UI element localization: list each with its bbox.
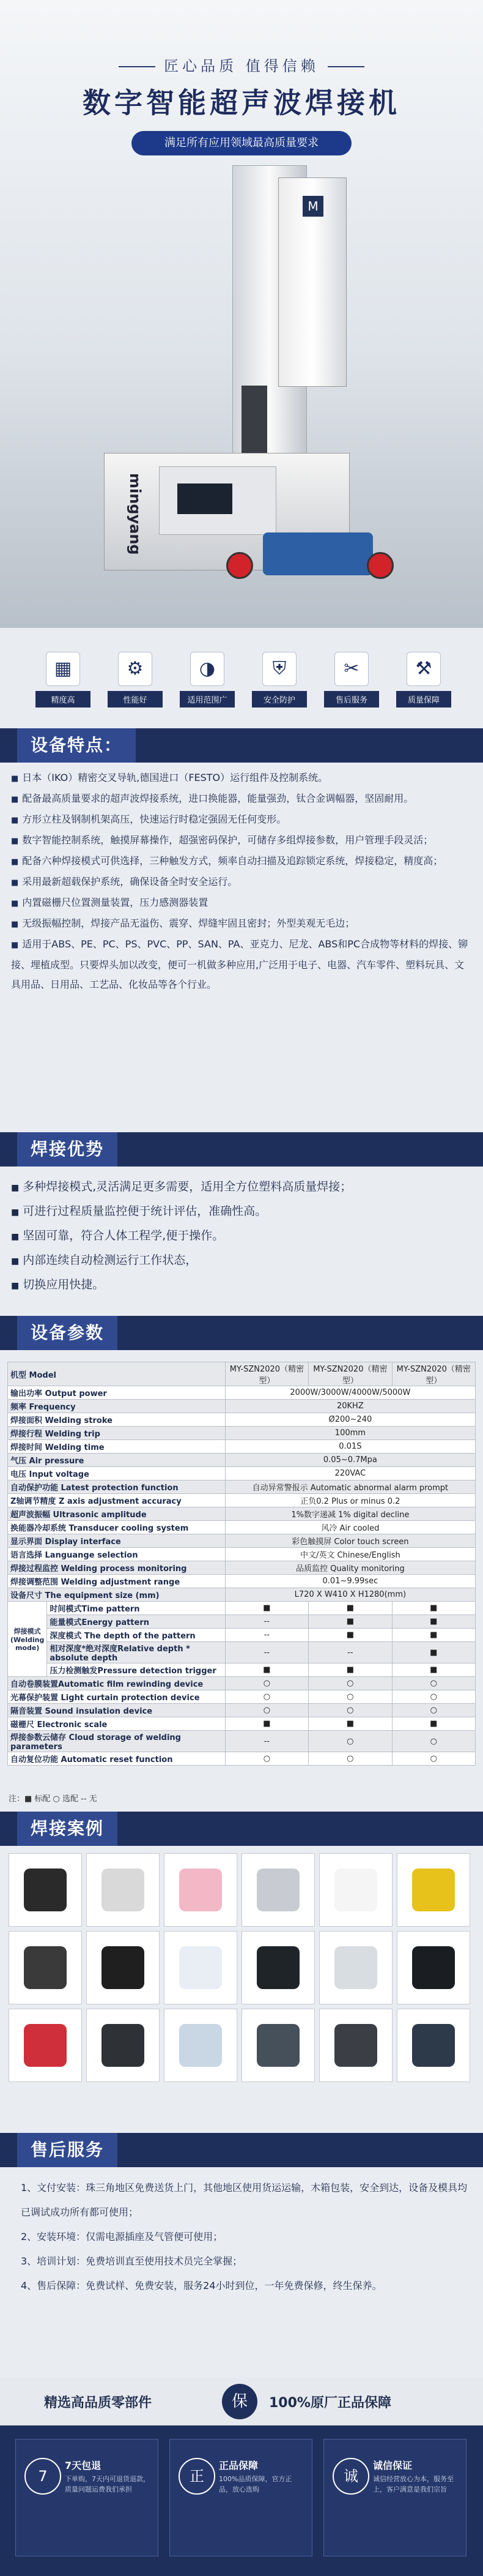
service-item: 4、售后保障：免费试样、免费安装，服务24小时到位，一年免费保修，终生保养。 — [21, 2280, 382, 2291]
case-image — [397, 1931, 470, 2004]
option-label: 自动卷膜装置Automatic film rewinding device — [8, 1677, 226, 1690]
service-list — [21, 2176, 473, 2298]
icon-label: 性能好 — [108, 691, 163, 707]
feature-item: ■ 内置磁栅尺位置测量装置，压力感测器装置 — [11, 893, 472, 914]
icon-label: 精度高 — [35, 691, 90, 707]
icon-label: 安全防护 — [252, 691, 307, 707]
param-label: 输出功率 Output power — [8, 1386, 226, 1400]
case-image — [164, 2009, 237, 2082]
guarantee-icon: 正 — [179, 2458, 215, 2495]
service-item: 2、安装环境：仅需电源插座及气管便可使用； — [21, 2231, 223, 2242]
param-value: 中文/英文 Chinese/English — [225, 1548, 475, 1561]
param-value: 正负0.2 Plus or minus 0.2 — [225, 1494, 475, 1507]
param-value: 20KHZ — [225, 1400, 475, 1413]
case-image — [9, 1853, 82, 1927]
advantage-item: ■ 可进行过程质量监控便于统计评估，准确性高。 — [11, 1200, 472, 1224]
param-label: 焊接时间 Welding time — [8, 1440, 226, 1454]
option-label: 光幕保护装置 Light curtain protection device — [8, 1690, 226, 1704]
table-row — [8, 1494, 476, 1507]
feature-item: ■ 适用于ABS、PE、PC、PS、PVC、PP、SAN、PA、亚克力、尼龙、ABS和PC合成物等材料的焊接、铆接、埋植成型。只要焊头加以改变，便可一机做多种应用,广泛用于电子、电器、汽车零件、塑料玩具、文具用品、日用品、工艺品、化妆品等各个行业。 — [11, 935, 472, 995]
icon-label: 售后服务 — [324, 691, 379, 707]
guarantee-card — [169, 2439, 312, 2556]
table-row — [8, 1548, 476, 1561]
advantages-title: 焊接优势 — [17, 1132, 117, 1167]
table-row — [8, 1521, 476, 1534]
product-sample — [257, 2024, 300, 2067]
case-image — [319, 1931, 393, 2004]
feature-icon: ✂ — [334, 652, 369, 686]
params-legend: 注：■ 标配 ○ 选配 -- 无 — [9, 1794, 97, 1804]
feature-icon: ▦ — [46, 652, 80, 686]
params-header — [0, 1316, 483, 1350]
hero-subtitle: 满足所有应用领域最高质量要求 — [131, 131, 352, 155]
option-mark: ○ — [309, 1704, 392, 1717]
hero-slogan: 匠心品质 值得信赖 — [0, 54, 483, 75]
feature-item: ■ 配备最高质量要求的超声波焊接系统，进口换能器，能量强劲，钛合金调幅器，坚固耐用。 — [11, 789, 472, 810]
param-value: 0.01S — [225, 1440, 475, 1454]
table-row — [8, 1642, 476, 1663]
guarantee-title: 7天包退 — [65, 2460, 101, 2471]
param-label: 设备尺寸 The equipment size (mm) — [8, 1588, 226, 1602]
table-row — [8, 1440, 476, 1454]
brand-logo-icon: M — [303, 196, 323, 217]
feature-item: ■ 无级振幅控制，焊接产品无溢伤、震穿、焊缝牢固且密封；外型美观无毛边； — [11, 914, 472, 935]
guarantee-desc: 100%品质保障，官方正品，放心选购 — [219, 2475, 292, 2493]
features-header — [0, 728, 483, 763]
param-value: Ø200~240 — [225, 1413, 475, 1427]
feature-item: ■ 方形立柱及钢制机架高压，快速运行时稳定强固无任何变形。 — [11, 810, 472, 831]
table-header-cell: MY-SZN2020（精密型） — [392, 1362, 475, 1386]
param-label: 超声波振幅 Ultrasonic amplitude — [8, 1507, 226, 1521]
product-sample — [179, 2024, 222, 2067]
feature-item: ■ 配备六种焊接模式可供选择，三种触发方式，频率自动扫描及追踪锁定系统，焊接稳定，精度高； — [11, 851, 472, 872]
option-mark: ○ — [309, 1752, 392, 1766]
option-mark: ○ — [225, 1690, 308, 1704]
product-sample — [101, 1946, 144, 1989]
mode-label: 能量模式Energy pattern — [47, 1615, 225, 1629]
table-row — [8, 1561, 476, 1575]
param-value: 自动异常警报示 Automatic abnormal alarm prompt — [225, 1480, 475, 1494]
mode-mark: -- — [309, 1642, 392, 1663]
option-mark: ○ — [392, 1677, 475, 1690]
mode-mark: ■ — [392, 1642, 475, 1663]
case-image — [242, 1931, 315, 2004]
start-button-right-icon — [367, 552, 394, 579]
product-sample — [101, 2024, 144, 2067]
table-header-cell: 机型 Model — [8, 1362, 226, 1386]
table-row — [8, 1690, 476, 1704]
option-mark: -- — [225, 1731, 308, 1752]
advantage-item: ■ 切换应用快捷。 — [11, 1273, 472, 1297]
param-label: Z轴调节精度 Z axis adjustment accuracy — [8, 1494, 226, 1507]
case-image — [319, 2009, 393, 2082]
option-mark: ■ — [392, 1717, 475, 1731]
table-row — [8, 1588, 476, 1602]
param-label: 焊接行程 Welding trip — [8, 1427, 226, 1440]
guarantee-desc: 诚信经营放心为本，服务至上，客户满意是我们宗旨 — [373, 2475, 454, 2493]
footer-banner — [0, 2378, 483, 2425]
params-title: 设备参数 — [17, 1316, 117, 1350]
param-label: 自动保护功能 Latest protection function — [8, 1480, 226, 1494]
footer — [0, 2378, 483, 2576]
shield-icon: 保 — [222, 2384, 257, 2419]
table-row — [8, 1413, 476, 1427]
param-value: 220VAC — [225, 1467, 475, 1480]
icon-item — [35, 652, 90, 707]
param-value: 0.05~0.7Mpa — [225, 1454, 475, 1467]
icon-item — [108, 652, 163, 707]
param-value: 品质监控 Quality monitoring — [225, 1561, 475, 1575]
mode-label: 深度模式 The depth of the pattern — [47, 1629, 225, 1642]
mode-label: 压力检测触发Pressure detection trigger — [47, 1663, 225, 1677]
table-row — [8, 1480, 476, 1494]
param-label: 电压 Input voltage — [8, 1467, 226, 1480]
table-header-cell: MY-SZN2020（精密型） — [309, 1362, 392, 1386]
mode-mark: ■ — [309, 1615, 392, 1629]
table-header-row — [8, 1362, 476, 1386]
feature-item: ■ 日本（IKO）精密交叉导轨,德国进口（FESTO）运行组件及控制系统。 — [11, 768, 472, 789]
guarantee-title: 诚信保证 — [373, 2460, 413, 2471]
mode-mark: ■ — [309, 1663, 392, 1677]
product-sample — [334, 1869, 377, 1911]
param-label: 焊接过程监控 Welding process monitoring — [8, 1561, 226, 1575]
feature-icon: ⛨ — [262, 652, 297, 686]
product-sample — [24, 1946, 67, 1989]
param-value: 风冷 Air cooled — [225, 1521, 475, 1534]
case-image — [9, 1931, 82, 2004]
product-sample — [412, 1946, 455, 1989]
param-value: 1%数字递减 1% digital decline — [225, 1507, 475, 1521]
option-mark: ○ — [392, 1690, 475, 1704]
table-row — [8, 1386, 476, 1400]
feature-item: ■ 数字智能控制系统，触摸屏幕操作，超强密码保护，可储存多组焊接参数，用户管理手段灵活； — [11, 831, 472, 851]
service-item: 1、文付安装：珠三角地区免费送货上门，其他地区使用货运运输，木箱包装，安全到达，设备及模具均已调试成功所有都可使用； — [21, 2182, 468, 2218]
case-image — [164, 1853, 237, 1927]
mode-group-label: 焊接模式 (Welding mode) — [8, 1602, 47, 1677]
param-label: 换能器冷却系统 Transducer cooling system — [8, 1521, 226, 1534]
footer-left-text: 精选高品质零部件 — [44, 2395, 152, 2411]
table-row — [8, 1704, 476, 1717]
option-mark: ○ — [392, 1704, 475, 1717]
param-value: 100mm — [225, 1427, 475, 1440]
mode-mark: -- — [225, 1615, 308, 1629]
case-image — [86, 1931, 160, 2004]
table-row — [8, 1467, 476, 1480]
case-image — [9, 2009, 82, 2082]
table-row — [8, 1602, 476, 1615]
feature-icon: ⚙ — [118, 652, 152, 686]
table-row — [8, 1454, 476, 1467]
mode-label: 时间模式Time pattern — [47, 1602, 225, 1615]
machine-brand-label: mingyang — [127, 473, 144, 555]
product-sample — [24, 1869, 67, 1911]
option-mark: ○ — [225, 1704, 308, 1717]
mode-label: 相对深度*绝对深度Relative depth * absolute depth — [47, 1642, 225, 1663]
guarantee-icon: 7 — [24, 2458, 61, 2495]
option-mark: ○ — [392, 1752, 475, 1766]
advantage-item: ■ 坚固可靠，符合人体工程学,便于操作。 — [11, 1224, 472, 1249]
case-image — [242, 1853, 315, 1927]
welding-jig — [263, 532, 373, 575]
case-image — [86, 1853, 160, 1927]
product-sample — [179, 1946, 222, 1989]
mode-mark: ■ — [392, 1663, 475, 1677]
table-row — [8, 1677, 476, 1690]
guarantee-desc: 下单购，7天内可退货退款，质量问题运费我们承担 — [65, 2475, 150, 2493]
mode-mark: ■ — [309, 1602, 392, 1615]
hero-banner — [0, 0, 483, 705]
param-label: 频率 Frequency — [8, 1400, 226, 1413]
param-value: 2000W/3000W/4000W/5000W — [225, 1386, 475, 1400]
footer-right-text: 100%原厂正品保障 — [269, 2395, 391, 2411]
table-row — [8, 1400, 476, 1413]
advantage-item: ■ 内部连续自动检测运行工作状态， — [11, 1249, 472, 1273]
product-sample — [334, 2024, 377, 2067]
params-table — [7, 1362, 476, 1766]
product-sample — [334, 1946, 377, 1989]
option-label: 磁栅尺 Electronic scale — [8, 1717, 226, 1731]
mode-mark: ■ — [392, 1615, 475, 1629]
advantages-header — [0, 1132, 483, 1167]
service-header — [0, 2133, 483, 2167]
mode-mark: ■ — [392, 1629, 475, 1642]
table-header-cell: MY-SZN2020（精密型） — [225, 1362, 308, 1386]
option-mark: ○ — [309, 1690, 392, 1704]
param-value: 0.01~9.99sec — [225, 1575, 475, 1588]
option-mark: ○ — [309, 1677, 392, 1690]
mode-mark: ■ — [309, 1629, 392, 1642]
param-value: L720 X W410 X H1280(mm) — [225, 1588, 475, 1602]
table-row — [8, 1575, 476, 1588]
table-row — [8, 1427, 476, 1440]
start-button-left-icon — [226, 552, 253, 579]
table-row — [8, 1663, 476, 1677]
feature-icon: ◑ — [190, 652, 224, 686]
feature-icons-row — [0, 652, 483, 731]
case-image — [86, 2009, 160, 2082]
advantages-list — [11, 1175, 472, 1297]
option-mark: ■ — [309, 1717, 392, 1731]
table-row — [8, 1717, 476, 1731]
product-sample — [257, 1869, 300, 1911]
option-mark: ○ — [225, 1752, 308, 1766]
mode-mark: ■ — [225, 1602, 308, 1615]
product-sample — [412, 2024, 455, 2067]
features-title: 设备特点： — [17, 728, 136, 763]
case-image — [319, 1853, 393, 1927]
param-label: 语言选择 Languange selection — [8, 1548, 226, 1561]
product-sample — [412, 1869, 455, 1911]
product-sample — [101, 1869, 144, 1911]
features-list — [11, 768, 472, 995]
option-mark: ○ — [225, 1677, 308, 1690]
case-image — [242, 2009, 315, 2082]
mode-mark: ■ — [392, 1602, 475, 1615]
product-sample — [257, 1946, 300, 1989]
guarantee-title: 正品保障 — [219, 2460, 259, 2471]
table-row — [8, 1615, 476, 1629]
icon-item — [324, 652, 379, 707]
cases-header — [0, 1812, 483, 1846]
option-label: 自动复位功能 Automatic reset function — [8, 1752, 226, 1766]
cases-title: 焊接案例 — [17, 1812, 117, 1846]
option-label: 焊接参数云储存 Cloud storage of welding parameters — [8, 1731, 226, 1752]
case-image — [164, 1931, 237, 2004]
guarantee-card — [15, 2439, 158, 2556]
hero-title: 数字智能超声波焊接机 — [83, 86, 400, 119]
table-row — [8, 1507, 476, 1521]
table-row — [8, 1534, 476, 1548]
option-label: 隔音装置 Sound insulation device — [8, 1704, 226, 1717]
option-mark: ○ — [392, 1731, 475, 1752]
param-value: 彩色触摸屏 Color touch screen — [225, 1534, 475, 1548]
product-sample — [24, 2024, 67, 2067]
icon-label: 质量保障 — [396, 691, 451, 707]
product-sample — [179, 1869, 222, 1911]
case-image — [397, 2009, 470, 2082]
icon-item — [396, 652, 451, 707]
param-label: 显示界面 Display interface — [8, 1534, 226, 1548]
icon-label: 适用范围广 — [180, 691, 235, 707]
feature-item: ■ 采用最新超载保护系统，确保设备全时安全运行。 — [11, 872, 472, 893]
touch-screen — [177, 483, 232, 514]
param-label: 气压 Air pressure — [8, 1454, 226, 1467]
advantage-item: ■ 多种焊接模式,灵活满足更多需要，适用全方位塑料高质量焊接； — [11, 1175, 472, 1200]
guarantee-card — [323, 2439, 466, 2556]
param-label: 焊接调整范围 Welding adjustment range — [8, 1575, 226, 1588]
param-label: 焊接面积 Welding stroke — [8, 1413, 226, 1427]
option-mark: ■ — [225, 1717, 308, 1731]
service-title: 售后服务 — [17, 2133, 117, 2167]
table-row — [8, 1752, 476, 1766]
mode-mark: ■ — [225, 1663, 308, 1677]
guarantee-icon: 诚 — [333, 2458, 369, 2495]
feature-icon: ⚒ — [407, 652, 441, 686]
option-mark: ○ — [309, 1731, 392, 1752]
icon-item — [180, 652, 235, 707]
service-item: 3、培训计划：免费培训直至使用技术员完全掌握； — [21, 2255, 243, 2267]
table-row — [8, 1629, 476, 1642]
table-row — [8, 1731, 476, 1752]
case-image — [397, 1853, 470, 1927]
mode-mark: -- — [225, 1629, 308, 1642]
icon-item — [252, 652, 307, 707]
mode-mark: -- — [225, 1642, 308, 1663]
